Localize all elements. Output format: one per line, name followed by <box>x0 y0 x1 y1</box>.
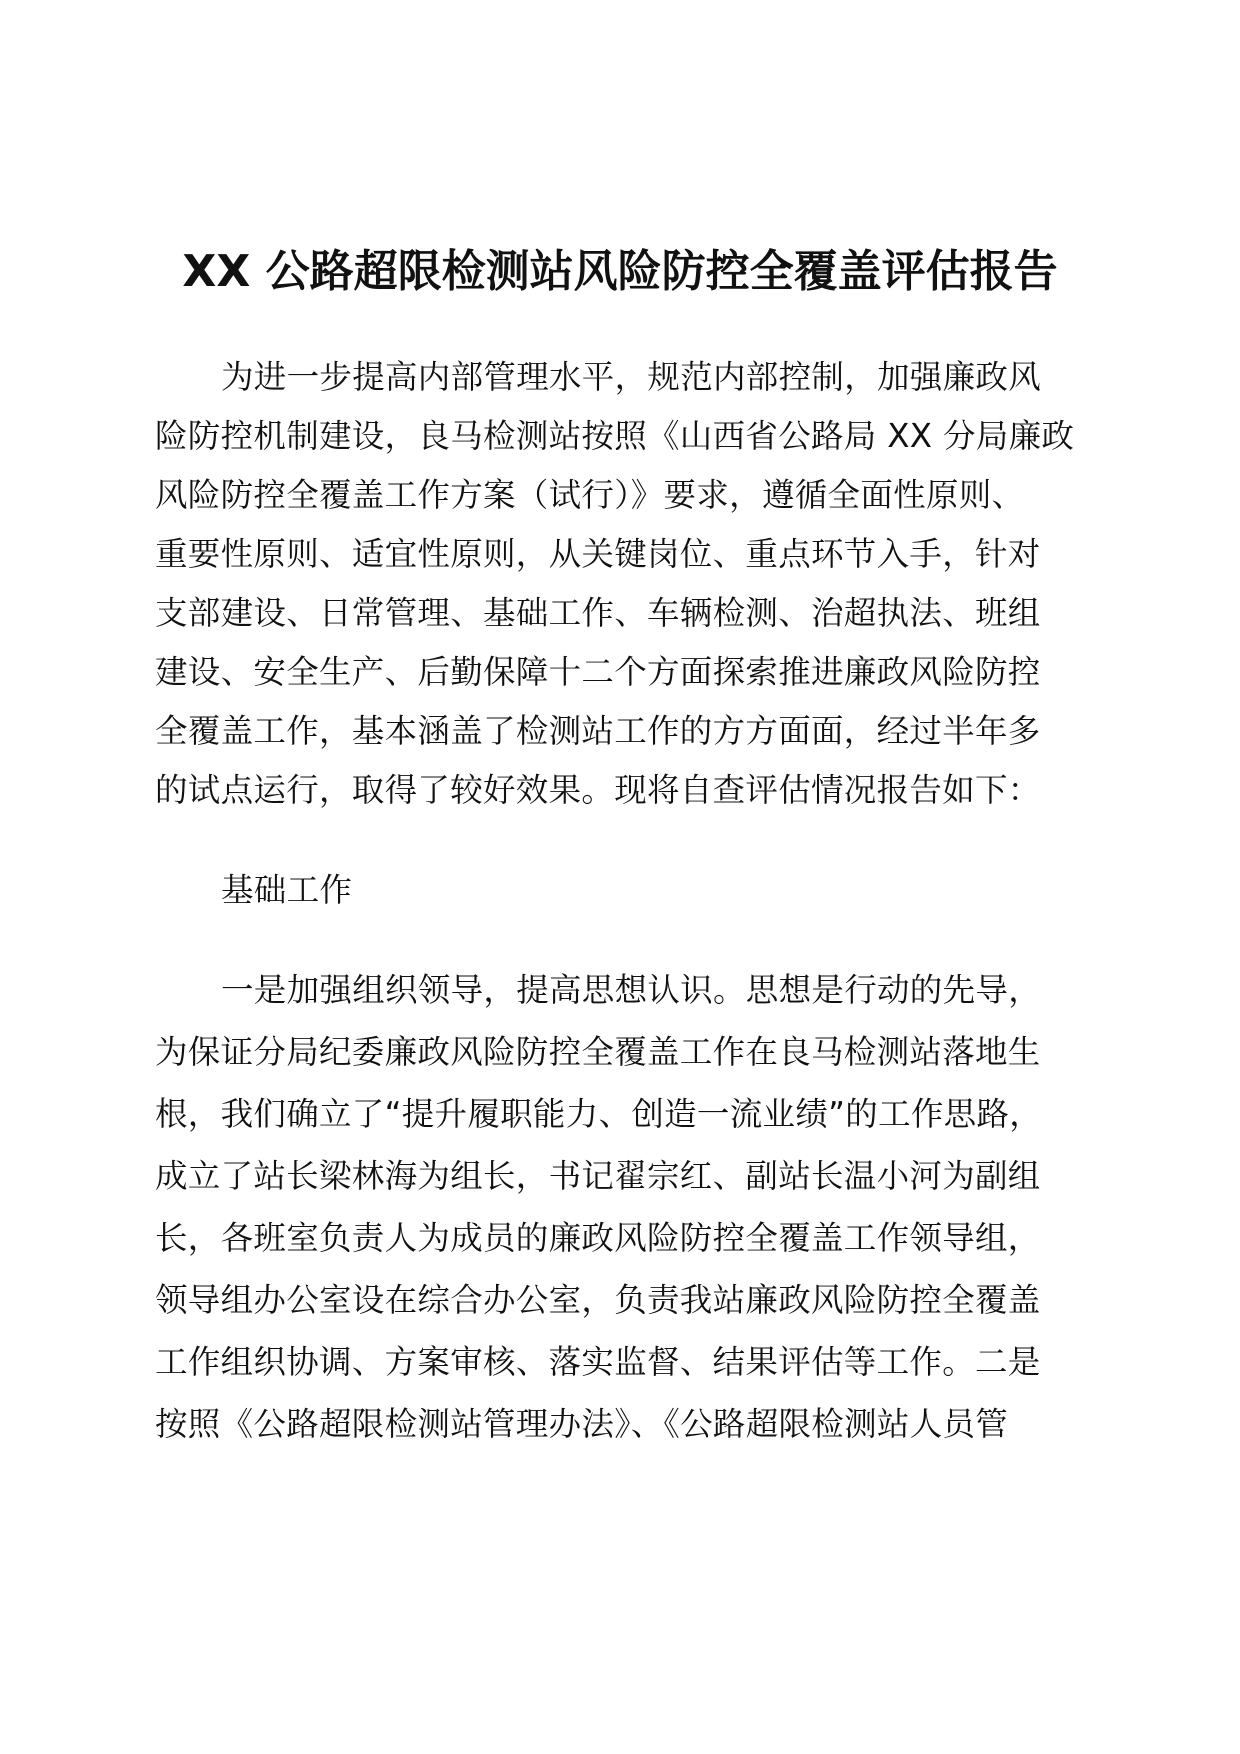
paragraph-line: 为进一步提高内部管理水平，规范内部控制，加强廉政风 <box>221 358 1042 396</box>
paragraph-line: 风险防控全覆盖工作方案（试行）》要求，遵循全面性原则、 <box>155 476 1025 514</box>
paragraph-line: 一是加强组织领导，提高思想认识。思想是行动的先导， <box>221 971 1042 1009</box>
paragraph-line: 重要性原则、适宜性原则，从关键岗位、重点环节入手，针对 <box>155 535 1041 573</box>
paragraph-line: 根，我们确立了“提升履职能力、创造一流业绩”的工作思路， <box>155 1095 1043 1133</box>
paragraph-line: 为保证分局纪委廉政风险防控全覆盖工作在良马检测站落地生 <box>155 1033 1041 1071</box>
paragraph-line: 领导组办公室设在综合办公室，负责我站廉政风险防控全覆盖 <box>155 1281 1041 1319</box>
paragraph-line: 的试点运行，取得了较好效果。现将自查评估情况报告如下： <box>155 771 1041 809</box>
paragraph-line: 长，各班室负责人为成员的廉政风险防控全覆盖工作领导组， <box>155 1219 1041 1257</box>
paragraph-line: 建设、安全生产、后勤保障十二个方面探索推进廉政风险防控 <box>155 653 1041 691</box>
document-title: XX 公路超限检测站风险防控全覆盖评估报告 <box>182 246 1058 297</box>
paragraph-line: 险防控机制建设，良马检测站按照《山西省公路局 XX 分局廉政 <box>155 417 1075 455</box>
paragraph-line: 成立了站长梁林海为组长，书记翟宗红、副站长温小河为副组 <box>155 1157 1041 1195</box>
section-heading: 基础工作 <box>221 871 353 909</box>
paragraph-line: 支部建设、日常管理、基础工作、车辆检测、治超执法、班组 <box>155 594 1041 632</box>
paragraph-line: 工作组织协调、方案审核、落实监督、结果评估等工作。二是 <box>155 1343 1041 1381</box>
paragraph-line: 按照《公路超限检测站管理办法》、《公路超限检测站人员管 <box>155 1405 1009 1443</box>
paragraph-line: 全覆盖工作，基本涵盖了检测站工作的方方面面，经过半年多 <box>155 712 1041 750</box>
